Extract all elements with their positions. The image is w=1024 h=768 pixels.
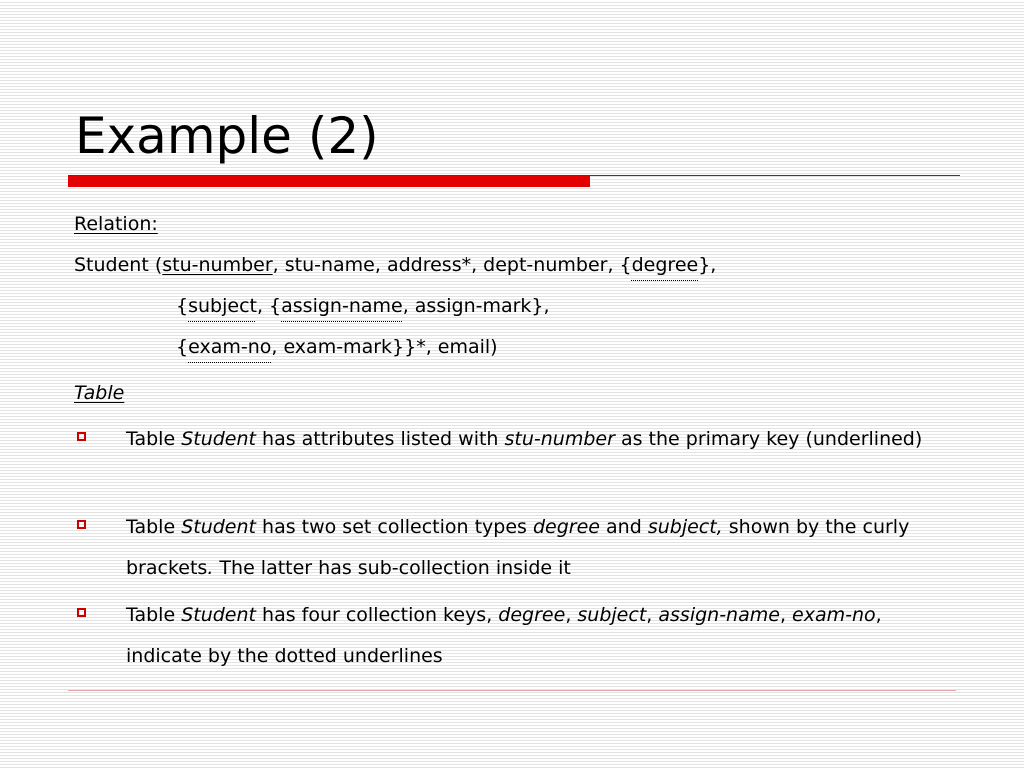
- bullet-square-icon: [77, 432, 86, 441]
- collection-key-exam-no: exam-no: [188, 336, 272, 358]
- relation-line-1-middle: , stu-name, address*, dept-number, {: [272, 254, 632, 276]
- bullet-item-3: [126, 595, 956, 677]
- bullet-3-emphasis: exam-no: [792, 604, 876, 626]
- bullet-2-text: has two set collection types: [255, 516, 533, 538]
- bullet-square-icon: [77, 608, 86, 617]
- bullet-3-emphasis: degree: [498, 604, 566, 626]
- bullet-3-emphasis: subject: [577, 604, 647, 626]
- bullet-2-text: The latter has sub-collection inside it: [213, 557, 571, 579]
- bullet-3-text: ,: [565, 604, 578, 626]
- bullet-3-emphasis: Student: [181, 604, 256, 626]
- relation-label: Relation:: [74, 213, 158, 235]
- primary-key-stu-number: stu-number: [162, 254, 273, 276]
- collection-key-subject: subject: [188, 295, 257, 317]
- collection-key-assign-name: assign-name: [281, 295, 403, 317]
- slide-title: Example (2): [75, 107, 379, 165]
- bullet-1-emphasis: stu-number: [504, 428, 615, 450]
- bullet-2-text: shown by the curly brackets: [126, 516, 910, 579]
- bullet-3-text: ,: [779, 604, 793, 626]
- bullet-3-text: ,: [646, 604, 659, 626]
- bullet-1-emphasis: Student: [181, 428, 256, 450]
- bullet-2-text: Table: [126, 516, 182, 538]
- bullet-1-text: has attributes listed with: [255, 428, 505, 450]
- bullet-2-emphasis: Student: [181, 516, 256, 538]
- bullet-3-text: Table: [126, 604, 182, 626]
- bullet-2-text: and: [599, 516, 648, 538]
- relation-line-1-prefix: Student (: [74, 254, 163, 276]
- bullet-1-text: Table: [126, 428, 182, 450]
- collection-key-degree: degree: [631, 254, 699, 276]
- bullet-2-emphasis: degree: [532, 516, 600, 538]
- title-divider-accent: [68, 176, 590, 187]
- bullet-3-text: , indicate by the dotted underlines: [126, 604, 882, 667]
- relation-line-2-sep: , {: [256, 295, 282, 317]
- relation-line-3-open: {: [176, 336, 189, 358]
- relation-line-2-open: {: [176, 295, 189, 317]
- relation-line-2: [176, 293, 550, 319]
- footer-divider: [68, 690, 956, 691]
- relation-line-3: [176, 334, 498, 360]
- bullet-1-text: as the primary key (underlined): [614, 428, 923, 450]
- bullet-item-1: [126, 419, 956, 460]
- bullet-3-emphasis: assign-name: [658, 604, 780, 626]
- table-label: Table: [74, 382, 125, 404]
- bullet-item-2: [126, 507, 956, 589]
- relation-line-1: [74, 252, 716, 278]
- relation-line-3-suffix: , exam-mark}}*, email): [271, 336, 498, 358]
- bullet-2-emphasis: .: [207, 557, 214, 579]
- bullet-2-emphasis: subject,: [647, 516, 723, 538]
- bullet-3-text: has four collection keys,: [255, 604, 499, 626]
- relation-line-1-suffix: },: [698, 254, 717, 276]
- bullet-square-icon: [77, 520, 86, 529]
- relation-line-2-suffix: , assign-mark},: [402, 295, 550, 317]
